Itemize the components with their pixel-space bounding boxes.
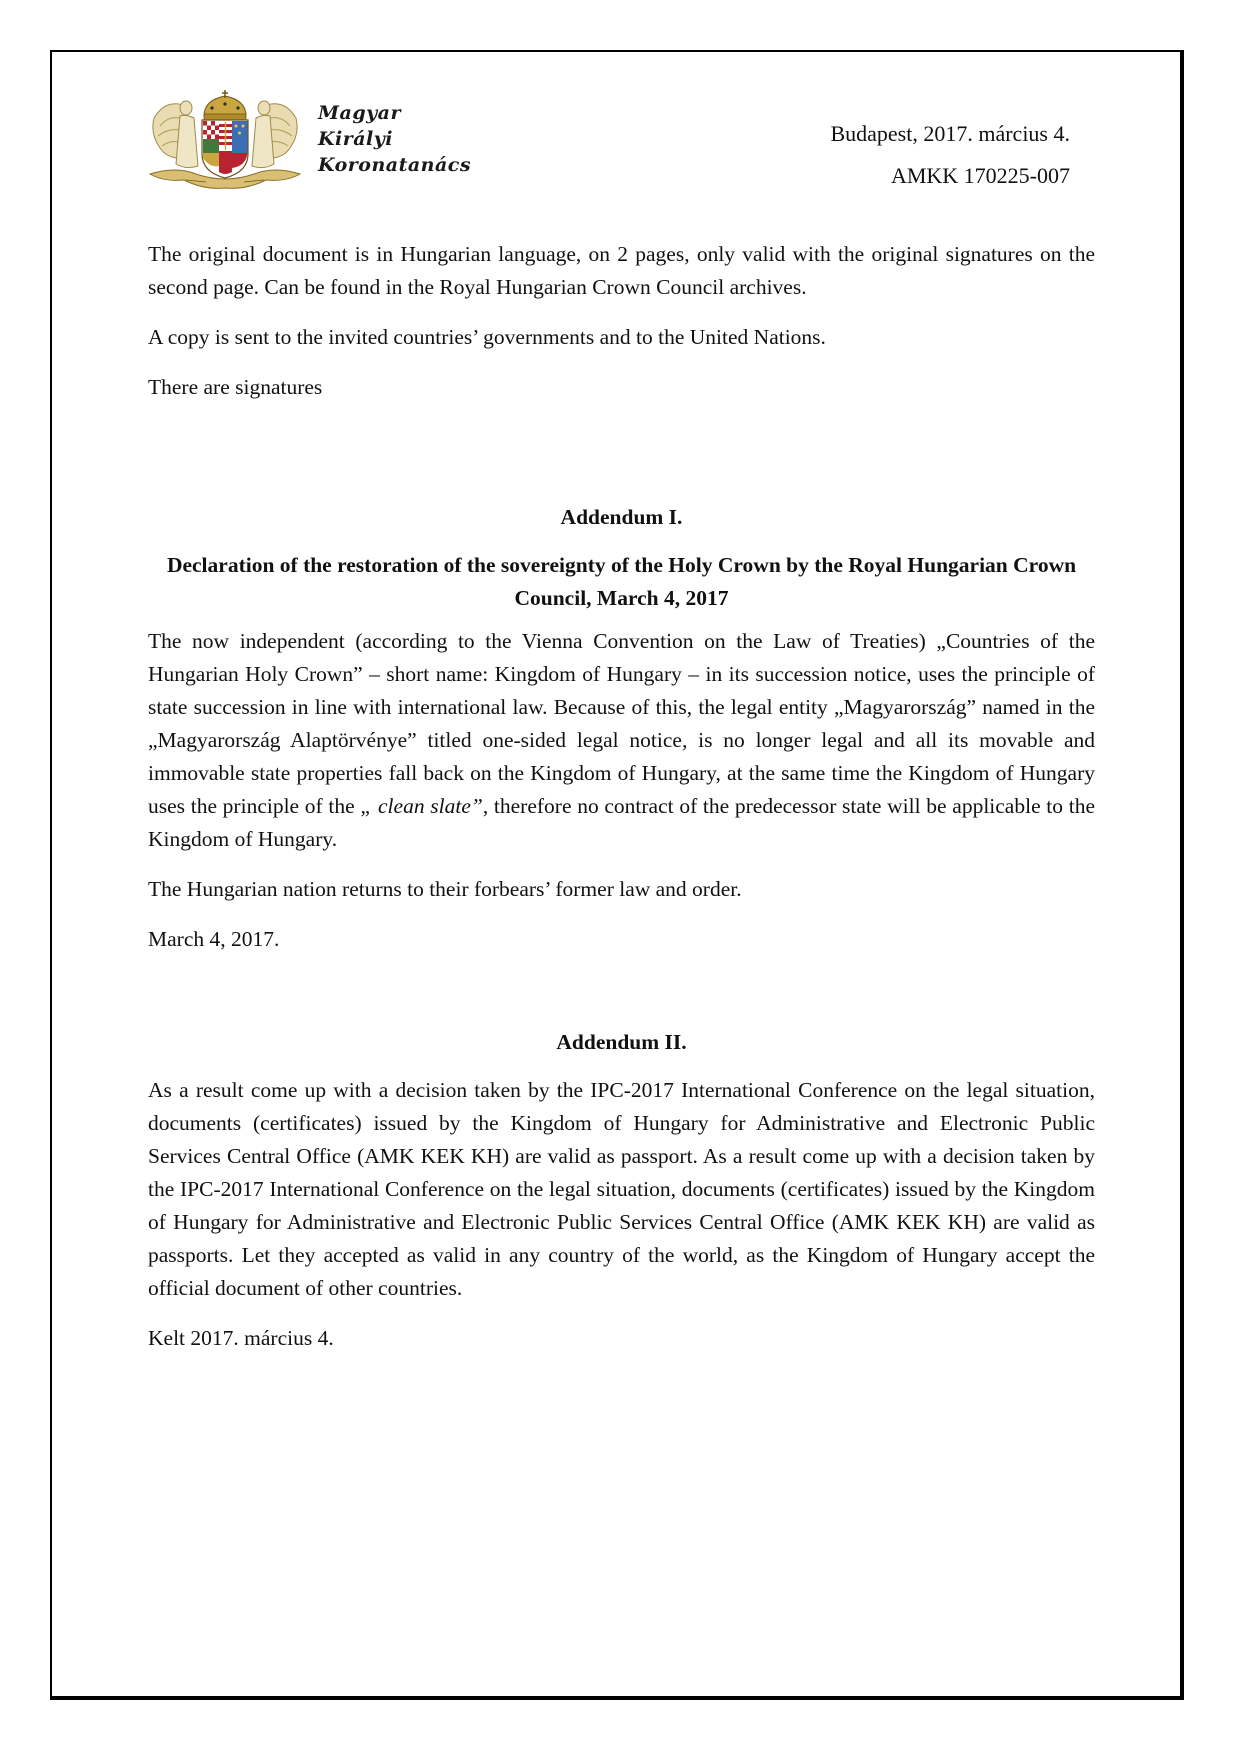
place-date: Budapest, 2017. március 4. xyxy=(830,121,1070,146)
organization-name xyxy=(318,100,471,178)
document-header-meta xyxy=(830,113,1070,197)
section-gap xyxy=(148,973,1095,1026)
org-name-line-3: Koronatanács xyxy=(318,154,472,176)
intro-paragraph-signatures: There are signatures xyxy=(148,375,323,399)
addendum-1-body-part2: , therefore no contract of the predecessor state will be applicable to the Kingdom of Hungary. xyxy=(148,794,1095,851)
org-name-line-1: Magyar xyxy=(318,102,401,124)
reference-number: AMKK 170225-007 xyxy=(890,163,1070,188)
signature-space xyxy=(148,421,1095,501)
addendum-1-title: Addendum I. xyxy=(560,505,683,529)
intro-paragraph-original-language: The original document is in Hungarian language, on 2 pages, only valid with the original signatures on the second page. Can be found in the Royal Hungarian Crown Council archives. xyxy=(148,242,1095,299)
addendum-2-dated: Kelt 2017. március 4. xyxy=(148,1326,334,1350)
hungarian-coat-of-arms-icon xyxy=(146,88,304,194)
addendum-1-body xyxy=(148,625,1095,856)
clean-slate-phrase: „ clean slate” xyxy=(360,794,483,818)
addendum-1-body-part1: The now independent (according to the Vienna Convention on the Law of Treaties) „Countries of the Hungarian Holy Crown” – short name: Kingdom of Hungary – in its succession notice, uses the principle of state succession in line with international law. Because of this, the legal entity „Magyarország” named in the „Magyarország Alaptörvénye” titled one-sided legal notice, is no longer legal and all its movable and immovable state properties fall back on the Kingdom of Hungary, at the same time the Kingdom of Hungary uses the principle of the xyxy=(148,629,1095,818)
addendum-2-body: As a result come up with a decision taken by the IPC-2017 International Conference on the legal situation, documents (certificates) issued by the Kingdom of Hungary for Administrative and Electronic Public Services Central Office (AMK KEK KH) are valid as passport. As a result come up with a decision taken by the IPC-2017 International Conference on the legal situation, documents (certificates) issued by the Kingdom of Hungary for Administrative and Electronic Public Services Central Office (AMK KEK KH) are valid as passports. Let they accepted as valid in any country of the world, as the Kingdom of Hungary accept the official document of other countries. xyxy=(148,1078,1095,1300)
org-name-line-2: Királyi xyxy=(318,128,394,150)
document-body xyxy=(148,238,1095,1372)
addendum-1-subtitle: Declaration of the restoration of the sovereignty of the Holy Crown by the Royal Hungarian Crown Council, March 4, 2017 xyxy=(166,553,1077,610)
addendum-1-closing: The Hungarian nation returns to their forbears’ former law and order. xyxy=(148,877,742,901)
addendum-2-title: Addendum II. xyxy=(556,1030,687,1054)
intro-paragraph-copy-sent: A copy is sent to the invited countries’ governments and to the United Nations. xyxy=(148,325,826,349)
addendum-1-date: March 4, 2017. xyxy=(148,927,280,951)
